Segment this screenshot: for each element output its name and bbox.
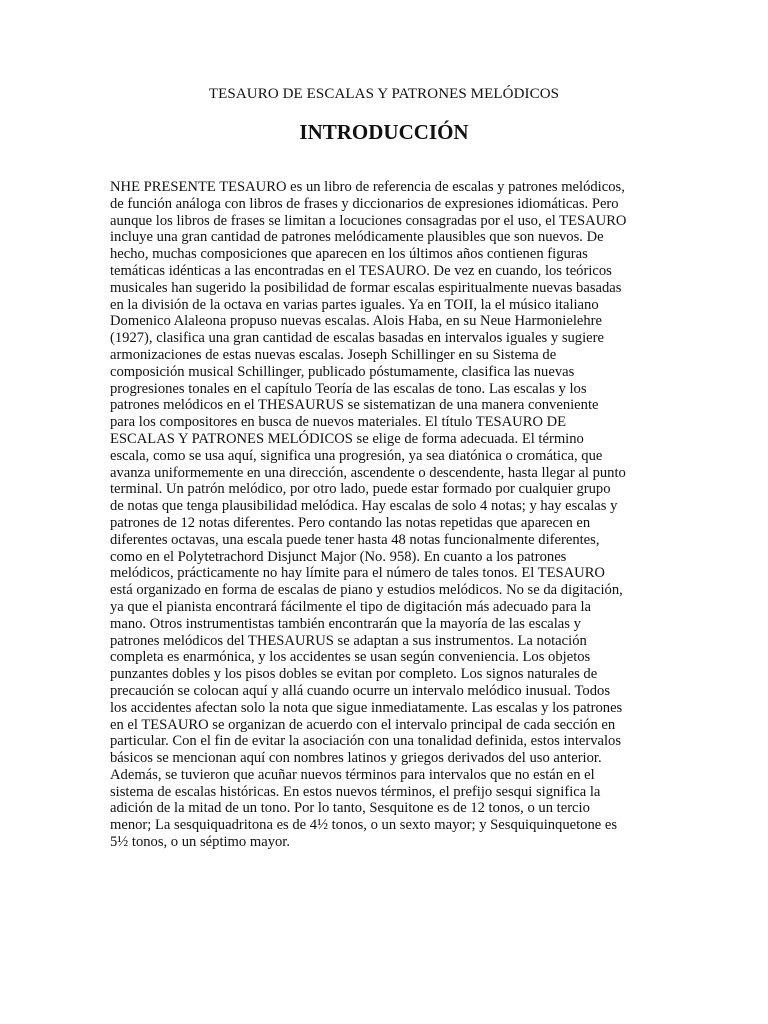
paragraph-line: NHE PRESENTE TESAURO es un libro de referencia de escalas y patrones melódicos, xyxy=(110,179,625,195)
paragraph-line: los accidentes afectan solo la nota que sigue inmediatamente. Las escalas y los patrones xyxy=(110,699,623,716)
paragraph-line: terminal. Un patrón melódico, por otro lado, puede estar formado por cualquier grupo xyxy=(110,481,611,498)
paragraph-line: patrones melódicos en el THESAURUS se sistematizan de una manera conveniente xyxy=(110,397,599,414)
paragraph-line: particular. Con el fin de evitar la asociación con una tonalidad definida, estos intervalos xyxy=(110,733,622,750)
running-title: TESAURO DE ESCALAS Y PATRONES MELÓDICOS xyxy=(208,86,560,102)
paragraph-line: temáticas idénticas a las encontradas en el TESAURO. De vez en cuando, los teóricos xyxy=(110,262,612,279)
paragraph-line: para los compositores en busca de nuevos materiales. El título TESAURO DE xyxy=(110,414,567,431)
section-heading: INTRODUCCIÓN xyxy=(299,120,469,144)
paragraph-line: patrones melódicos del THESAURUS se adaptan a sus instrumentos. La notación xyxy=(110,632,587,649)
paragraph-line: en la división de la octava en varias partes iguales. Ya en TOII, la el músico italiano xyxy=(110,296,599,313)
paragraph-line: en el TESAURO se organizan de acuerdo con el intervalo principal de cada sección en xyxy=(110,716,616,733)
paragraph-line: progresiones tonales en el capítulo Teoría de las escalas de tono. Las escalas y los xyxy=(110,380,587,397)
paragraph-line: composición musical Schillinger, publicado póstumamente, clasifica las nuevas xyxy=(110,363,575,380)
paragraph-line: escala, como se usa aquí, significa una progresión, ya sea diatónica o cromática, que xyxy=(110,447,603,464)
paragraph-line: avanza uniformemente en una dirección, ascendente o descendente, hasta llegar al punto xyxy=(110,464,626,481)
paragraph-line: patrones de 12 notas diferentes. Pero contando las notas repetidas que aparecen en xyxy=(110,514,591,531)
paragraph-line: completa es enarmónica, y los accidentes se usan según conveniencia. Los objetos xyxy=(110,649,591,666)
paragraph-line: diferentes octavas, una escala puede tener hasta 48 notas funcionalmente diferentes, xyxy=(110,531,600,548)
paragraph-line: incluye una gran cantidad de patrones melódicamente plausibles que son nuevos. De xyxy=(110,229,604,246)
body-paragraph xyxy=(110,179,690,851)
paragraph-line: precaución se colocan aquí y allá cuando ocurre un intervalo melódico inusual. Todos xyxy=(110,682,610,699)
paragraph-line: está organizado en forma de escalas de piano y estudios melódicos. No se da digitación, xyxy=(110,582,623,599)
paragraph-line: como en el Polytetrachord Disjunct Major (No. 958). En cuanto a los patrones xyxy=(110,548,567,565)
paragraph-line: musicales han sugerido la posibilidad de formar escalas espiritualmente nuevas basadas xyxy=(110,279,622,296)
paragraph-line: menor; La sesquiquadritona es de 4½ tonos, o un sexto mayor; y Sesquiquinquetone es xyxy=(110,817,618,834)
paragraph-line: ESCALAS Y PATRONES MELÓDICOS se elige de forma adecuada. El término xyxy=(110,430,584,447)
paragraph-line: Domenico Alaleona propuso nuevas escalas. Alois Haba, en su Neue Harmonielehre xyxy=(110,313,602,330)
paragraph-line: hecho, muchas composiciones que aparecen en los últimos años contienen figuras xyxy=(110,246,588,263)
paragraph-line: de función análoga con libros de frases y diccionarios de expresiones idiomáticas. Pero xyxy=(110,195,619,212)
paragraph-line: ya que el pianista encontrará fácilmente el tipo de digitación más adecuado para la xyxy=(110,598,591,615)
paragraph-line: melódicos, prácticamente no hay límite para el número de tales tonos. El TESAURO xyxy=(110,565,605,582)
paragraph-line: mano. Otros instrumentistas también encontrarán que la mayoría de las escalas y xyxy=(110,615,581,632)
paragraph-line: adición de la mitad de un tono. Por lo tanto, Sesquitone es de 12 tonos, o un tercio xyxy=(110,800,590,817)
paragraph-line: aunque los libros de frases se limitan a locuciones consagradas por el uso, el TESAURO xyxy=(110,212,627,229)
paragraph-line: 5½ tonos, o un séptimo mayor. xyxy=(110,834,290,851)
paragraph-line: de notas que tenga plausibilidad melódica. Hay escalas de solo 4 notas; y hay escalas y xyxy=(110,498,618,515)
paragraph-line: (1927), clasifica una gran cantidad de escalas basadas en intervalos iguales y sugiere xyxy=(110,330,604,347)
paragraph-line: básicos se mencionan aquí con nombres latinos y griegos derivados del uso anterior. xyxy=(110,750,602,767)
paragraph-line: armonizaciones de estas nuevas escalas. Joseph Schillinger en su Sistema de xyxy=(110,346,557,363)
paragraph-line: sistema de escalas históricas. En estos nuevos términos, el prefijo sesqui significa la xyxy=(110,783,601,800)
paragraph-line: punzantes dobles y los pisos dobles se evitan por completo. Los signos naturales de xyxy=(110,666,598,683)
paragraph-line: Además, se tuvieron que acuñar nuevos términos para intervalos que no están en el xyxy=(110,766,595,783)
